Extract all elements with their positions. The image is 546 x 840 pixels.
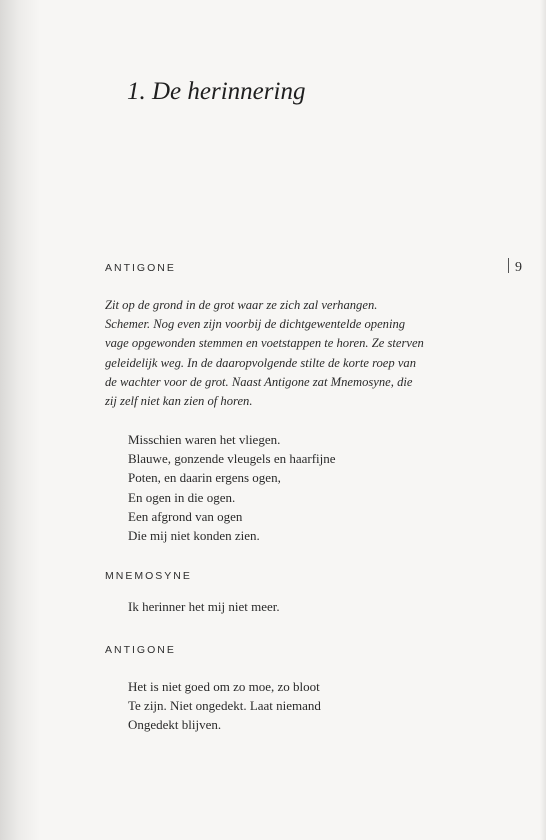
- verse-line: Die mij niet konden zien.: [128, 528, 260, 544]
- verse-line: Misschien waren het vliegen.: [128, 432, 281, 447]
- page-edge: [540, 0, 546, 840]
- page-number-value: 9: [515, 260, 522, 275]
- speaker-label-antigone-2: ANTIGONE: [105, 644, 176, 656]
- chapter-title: 1. De herinnering: [127, 78, 306, 105]
- verse-block-mnemosyne: [128, 597, 280, 616]
- stage-direction-line: zij zelf niet kan zien of horen.: [105, 394, 253, 409]
- page-number-rule: [508, 258, 509, 273]
- verse-line: Te zijn. Niet ongedekt. Laat niemand: [128, 698, 321, 714]
- stage-direction-line: de wachter voor de grot. Naast Antigone zat Mnemosyne, die: [105, 374, 413, 389]
- stage-direction-line: vage opgewonden stemmen en voetstappen te horen. Ze sterven: [105, 336, 424, 351]
- verse-line: Poten, en daarin ergens ogen,: [128, 470, 281, 486]
- verse-line: Ik herinner het mij niet meer.: [128, 599, 280, 614]
- stage-direction-line: geleidelijk weg. In de daaropvolgende stilte de korte roep van: [105, 355, 417, 370]
- verse-block-antigone-2: [128, 677, 321, 735]
- speaker-label-antigone: ANTIGONE: [105, 262, 176, 274]
- stage-direction-line: Zit op de grond in de grot waar ze zich zal verhangen.: [105, 298, 378, 312]
- verse-line: Ongedekt blijven.: [128, 717, 222, 733]
- stage-direction: [105, 296, 445, 411]
- page-number: [508, 258, 522, 276]
- speaker-label-mnemosyne: MNEMOSYNE: [105, 570, 192, 582]
- page-gutter-shadow: [0, 0, 40, 840]
- verse-line: Het is niet goed om zo moe, zo bloot: [128, 679, 320, 694]
- verse-line: Blauwe, gonzende vleugels en haarfijne: [128, 451, 336, 467]
- verse-line: En ogen in die ogen.: [128, 489, 236, 505]
- verse-line: Een afgrond van ogen: [128, 508, 243, 524]
- verse-block-antigone-1: [128, 430, 336, 545]
- stage-direction-line: Schemer. Nog even zijn voorbij de dichtgewentelde opening: [105, 317, 406, 332]
